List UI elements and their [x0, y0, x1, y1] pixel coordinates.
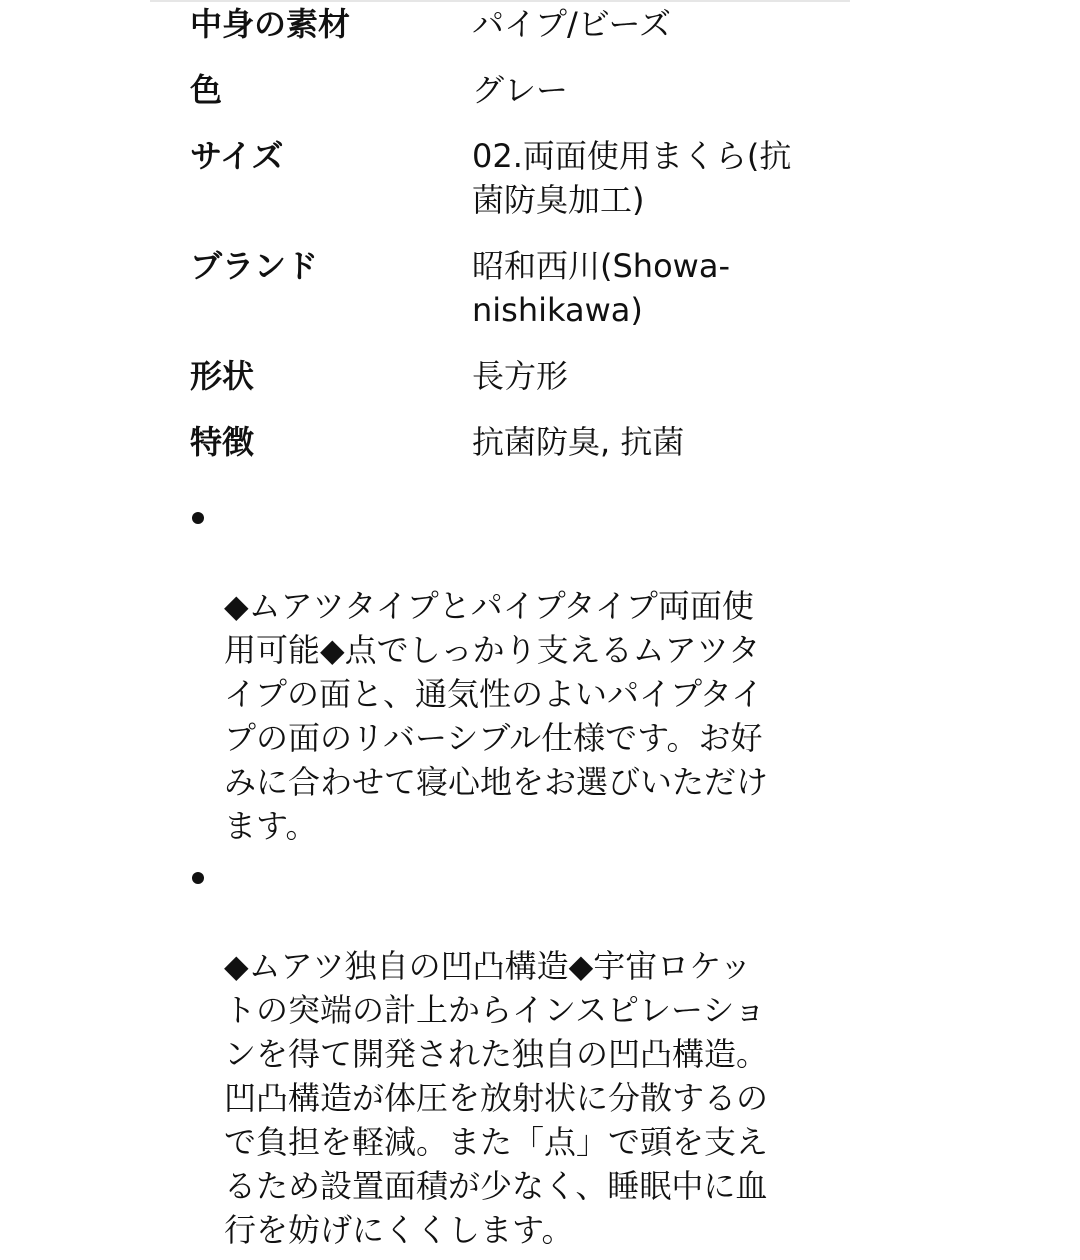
spec-label: 形状	[190, 357, 255, 395]
spec-row-material	[190, 2, 830, 68]
spec-value: 長方形	[472, 357, 569, 395]
feature-bullet-item	[190, 496, 830, 848]
feature-bullet-text: ◆ムアツ独自の凹凸構造◆宇宙ロケッ トの突端の計上からインスピレーショ ンを得て開発された独自の凹凸構造。 凹凸構造が体圧を放射状に分散するの で負担を軽減。また「点」で頭を支え るため設置面積が少なく、睡眠中に血 行を妨げにくくします。	[224, 947, 769, 1249]
spec-label: ブランド	[190, 247, 319, 285]
spec-label: 中身の素材	[190, 5, 351, 43]
product-spec-table	[190, 2, 830, 486]
spec-label: 色	[190, 71, 223, 109]
cut-off-next-line	[224, 1072, 744, 1080]
spec-value: 昭和西川(Showa- nishikawa)	[472, 247, 730, 329]
feature-bullet-item	[190, 856, 830, 1252]
spec-value: グレー	[472, 71, 569, 109]
spec-label: サイズ	[190, 137, 284, 175]
spec-row-size	[190, 134, 830, 244]
spec-row-features	[190, 420, 830, 486]
spec-value: パイプ/ビーズ	[472, 5, 671, 43]
feature-bullet-list	[190, 496, 830, 1260]
bullet-dot-icon	[192, 512, 204, 524]
spec-value: 抗菌防臭, 抗菌	[472, 423, 685, 461]
spec-row-shape	[190, 354, 830, 420]
spec-value: 02.両面使用まくら(抗 菌防臭加工)	[472, 137, 792, 219]
bullet-dot-icon	[192, 872, 204, 884]
feature-bullet-text: ◆ムアツタイプとパイプタイプ両面使 用可能◆点でしっかり支えるムアツタ イプの面と、通気性のよいパイプタイ プの面のリバーシブル仕様です。お好 みに合わせて寝心地をお選びいただけ ます。	[224, 587, 769, 845]
spec-label: 特徴	[190, 423, 255, 461]
spec-row-color	[190, 68, 830, 134]
spec-row-brand	[190, 244, 830, 354]
